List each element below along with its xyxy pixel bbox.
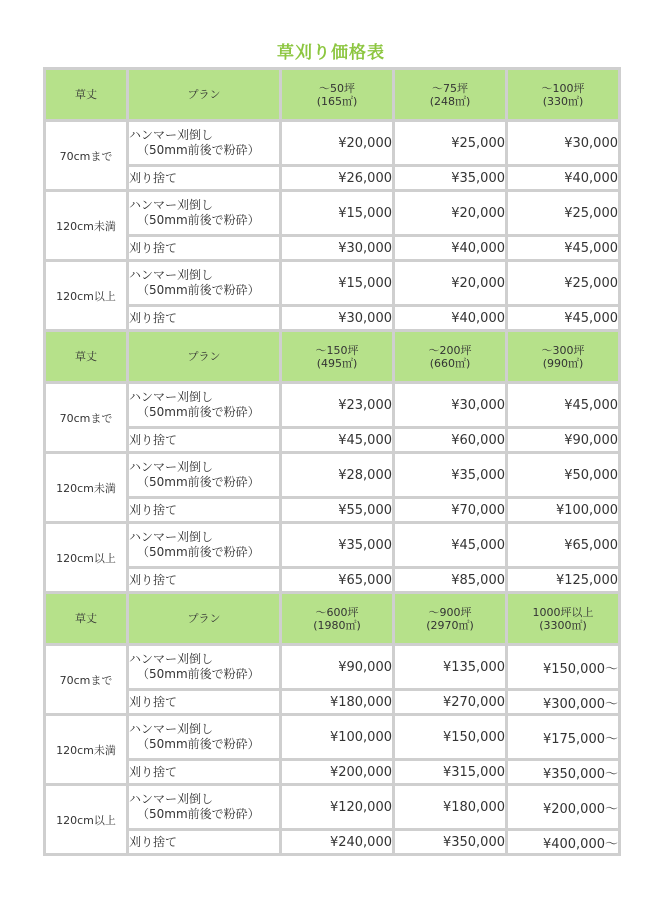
header-plan: プラン xyxy=(128,331,281,383)
table-row xyxy=(45,236,620,261)
plan-hammer-note: （50mm前後で粉砕） xyxy=(137,545,260,559)
price-table xyxy=(43,67,621,856)
header-row xyxy=(45,331,620,383)
price-cell: ¥175,000〜 xyxy=(507,715,620,760)
grass-height-cell: 70cmまで xyxy=(45,645,128,715)
plan-cut-discard-cell: 刈り捨て xyxy=(128,166,281,191)
table-row xyxy=(45,383,620,428)
plan-hammer-note: （50mm前後で粉砕） xyxy=(137,475,260,489)
plan-hammer-label: ハンマー刈倒し xyxy=(129,652,214,666)
header-area-sqm: (2970㎡) xyxy=(426,618,474,632)
grass-height-cell: 70cmまで xyxy=(45,121,128,191)
page-title: 草刈り価格表 xyxy=(277,43,385,63)
plan-hammer-cell xyxy=(128,715,281,760)
price-cell: ¥350,000 xyxy=(394,830,507,855)
header-area-tsubo: 〜150坪 xyxy=(315,343,359,357)
price-cell: ¥100,000 xyxy=(281,715,394,760)
price-cell: ¥270,000 xyxy=(394,690,507,715)
grass-height-cell: 70cmまで xyxy=(45,383,128,453)
price-cell: ¥35,000 xyxy=(394,453,507,498)
price-cell: ¥200,000 xyxy=(281,760,394,785)
plan-hammer-note: （50mm前後で粉砕） xyxy=(137,213,260,227)
header-area-sqm: (495㎡) xyxy=(316,356,358,370)
price-cell: ¥70,000 xyxy=(394,498,507,523)
price-table-body xyxy=(45,69,620,855)
table-row xyxy=(45,191,620,236)
plan-cut-discard-cell: 刈り捨て xyxy=(128,428,281,453)
table-row xyxy=(45,760,620,785)
price-cell: ¥15,000 xyxy=(281,261,394,306)
table-row xyxy=(45,690,620,715)
price-cell: ¥35,000 xyxy=(394,166,507,191)
plan-hammer-note: （50mm前後で粉砕） xyxy=(137,667,260,681)
plan-hammer-label: ハンマー刈倒し xyxy=(129,530,214,544)
price-cell: ¥45,000 xyxy=(507,383,620,428)
plan-cut-discard-cell: 刈り捨て xyxy=(128,690,281,715)
plan-hammer-cell xyxy=(128,523,281,568)
plan-hammer-note: （50mm前後で粉砕） xyxy=(137,283,260,297)
price-cell: ¥20,000 xyxy=(281,121,394,166)
price-cell: ¥300,000〜 xyxy=(507,690,620,715)
header-area-sqm: (165㎡) xyxy=(316,94,358,108)
header-area-sqm: (330㎡) xyxy=(542,94,584,108)
plan-hammer-label: ハンマー刈倒し xyxy=(129,460,214,474)
price-cell: ¥40,000 xyxy=(394,306,507,331)
plan-hammer-cell xyxy=(128,383,281,428)
plan-cut-discard-cell: 刈り捨て xyxy=(128,236,281,261)
header-grass-height: 草丈 xyxy=(45,331,128,383)
header-grass-height: 草丈 xyxy=(45,593,128,645)
price-cell: ¥30,000 xyxy=(281,236,394,261)
table-row xyxy=(45,523,620,568)
price-cell: ¥23,000 xyxy=(281,383,394,428)
table-row xyxy=(45,830,620,855)
price-cell: ¥65,000 xyxy=(281,568,394,593)
price-cell: ¥40,000 xyxy=(507,166,620,191)
table-row xyxy=(45,715,620,760)
plan-hammer-label: ハンマー刈倒し xyxy=(129,198,214,212)
table-row xyxy=(45,785,620,830)
plan-hammer-cell xyxy=(128,453,281,498)
header-area-tsubo: 〜100坪 xyxy=(541,81,585,95)
header-area-sqm: (1980㎡) xyxy=(313,618,361,632)
table-row xyxy=(45,645,620,690)
header-area-sqm: (660㎡) xyxy=(429,356,471,370)
price-cell: ¥60,000 xyxy=(394,428,507,453)
price-cell: ¥20,000 xyxy=(394,191,507,236)
price-cell: ¥25,000 xyxy=(507,191,620,236)
table-row xyxy=(45,568,620,593)
price-cell: ¥180,000 xyxy=(281,690,394,715)
plan-hammer-label: ハンマー刈倒し xyxy=(129,722,214,736)
header-grass-height: 草丈 xyxy=(45,69,128,121)
price-cell: ¥26,000 xyxy=(281,166,394,191)
table-row xyxy=(45,428,620,453)
price-cell: ¥120,000 xyxy=(281,785,394,830)
plan-cut-discard-cell: 刈り捨て xyxy=(128,306,281,331)
plan-hammer-cell xyxy=(128,121,281,166)
table-row xyxy=(45,453,620,498)
price-cell: ¥20,000 xyxy=(394,261,507,306)
price-cell: ¥25,000 xyxy=(507,261,620,306)
table-row xyxy=(45,166,620,191)
price-cell: ¥150,000〜 xyxy=(507,645,620,690)
header-row xyxy=(45,69,620,121)
header-area-tsubo: 〜300坪 xyxy=(541,343,585,357)
table-row xyxy=(45,306,620,331)
header-area-sqm: (248㎡) xyxy=(429,94,471,108)
price-cell: ¥200,000〜 xyxy=(507,785,620,830)
price-cell: ¥28,000 xyxy=(281,453,394,498)
price-cell: ¥25,000 xyxy=(394,121,507,166)
price-cell: ¥135,000 xyxy=(394,645,507,690)
price-cell: ¥85,000 xyxy=(394,568,507,593)
header-area-sqm: (990㎡) xyxy=(542,356,584,370)
plan-hammer-cell xyxy=(128,645,281,690)
price-cell: ¥45,000 xyxy=(507,236,620,261)
grass-height-cell: 120cm以上 xyxy=(45,261,128,331)
price-cell: ¥30,000 xyxy=(394,383,507,428)
price-cell: ¥100,000 xyxy=(507,498,620,523)
price-cell: ¥180,000 xyxy=(394,785,507,830)
price-cell: ¥240,000 xyxy=(281,830,394,855)
grass-height-cell: 120cm未満 xyxy=(45,715,128,785)
grass-height-cell: 120cm未満 xyxy=(45,191,128,261)
price-cell: ¥90,000 xyxy=(281,645,394,690)
plan-hammer-note: （50mm前後で粉砕） xyxy=(137,405,260,419)
plan-hammer-label: ハンマー刈倒し xyxy=(129,128,214,142)
plan-cut-discard-cell: 刈り捨て xyxy=(128,498,281,523)
plan-hammer-cell xyxy=(128,261,281,306)
header-plan: プラン xyxy=(128,69,281,121)
table-row xyxy=(45,498,620,523)
price-cell: ¥45,000 xyxy=(507,306,620,331)
header-area xyxy=(507,331,620,383)
plan-cut-discard-cell: 刈り捨て xyxy=(128,830,281,855)
header-area xyxy=(507,593,620,645)
price-cell: ¥15,000 xyxy=(281,191,394,236)
price-cell: ¥55,000 xyxy=(281,498,394,523)
grass-height-cell: 120cm以上 xyxy=(45,785,128,855)
header-area xyxy=(394,331,507,383)
plan-hammer-cell xyxy=(128,191,281,236)
header-area-tsubo: 〜200坪 xyxy=(428,343,472,357)
price-cell: ¥45,000 xyxy=(394,523,507,568)
price-cell: ¥50,000 xyxy=(507,453,620,498)
grass-height-cell: 120cm未満 xyxy=(45,453,128,523)
table-row xyxy=(45,261,620,306)
header-area xyxy=(394,593,507,645)
header-area-tsubo: 〜50坪 xyxy=(319,81,355,95)
price-cell: ¥45,000 xyxy=(281,428,394,453)
header-row xyxy=(45,593,620,645)
header-area-sqm: (3300㎡) xyxy=(539,618,587,632)
header-area xyxy=(507,69,620,121)
header-plan: プラン xyxy=(128,593,281,645)
header-area xyxy=(394,69,507,121)
price-cell: ¥40,000 xyxy=(394,236,507,261)
grass-height-cell: 120cm以上 xyxy=(45,523,128,593)
header-area-tsubo: 1000坪以上 xyxy=(532,605,594,619)
plan-hammer-label: ハンマー刈倒し xyxy=(129,792,214,806)
plan-cut-discard-cell: 刈り捨て xyxy=(128,568,281,593)
price-cell: ¥65,000 xyxy=(507,523,620,568)
plan-hammer-cell xyxy=(128,785,281,830)
plan-hammer-note: （50mm前後で粉砕） xyxy=(137,143,260,157)
header-area xyxy=(281,593,394,645)
price-cell: ¥90,000 xyxy=(507,428,620,453)
header-area-tsubo: 〜75坪 xyxy=(432,81,468,95)
price-cell: ¥35,000 xyxy=(281,523,394,568)
plan-cut-discard-cell: 刈り捨て xyxy=(128,760,281,785)
plan-hammer-label: ハンマー刈倒し xyxy=(129,268,214,282)
price-cell: ¥30,000 xyxy=(281,306,394,331)
header-area-tsubo: 〜900坪 xyxy=(428,605,472,619)
header-area xyxy=(281,69,394,121)
header-area-tsubo: 〜600坪 xyxy=(315,605,359,619)
price-cell: ¥350,000〜 xyxy=(507,760,620,785)
price-cell: ¥400,000〜 xyxy=(507,830,620,855)
price-cell: ¥315,000 xyxy=(394,760,507,785)
plan-hammer-note: （50mm前後で粉砕） xyxy=(137,807,260,821)
header-area xyxy=(281,331,394,383)
price-cell: ¥150,000 xyxy=(394,715,507,760)
price-cell: ¥30,000 xyxy=(507,121,620,166)
plan-hammer-label: ハンマー刈倒し xyxy=(129,390,214,404)
plan-hammer-note: （50mm前後で粉砕） xyxy=(137,737,260,751)
price-cell: ¥125,000 xyxy=(507,568,620,593)
table-row xyxy=(45,121,620,166)
